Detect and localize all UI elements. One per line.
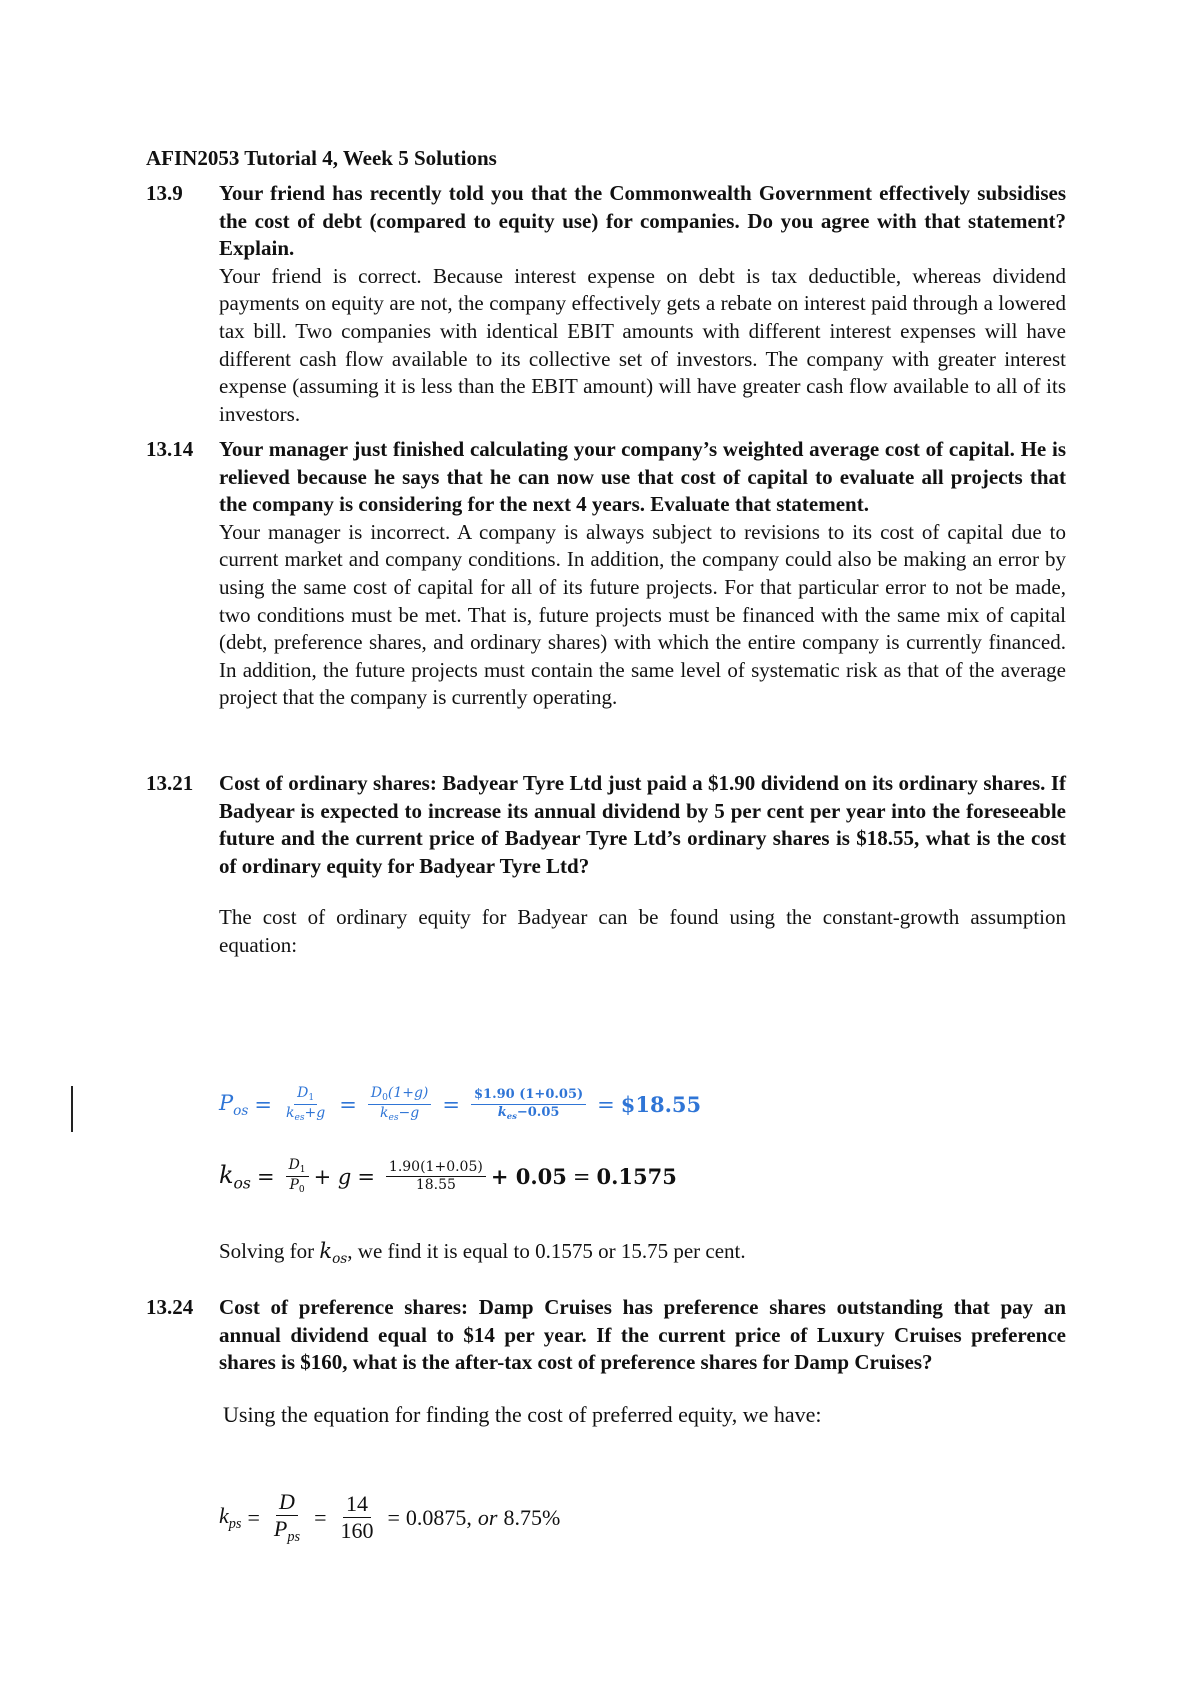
eq1-result: $18.55 (620, 1092, 702, 1118)
eq2-fraction-2: $\frac{1.90(1+0.05)}{18.55}$ (386, 1160, 486, 1194)
answer-text: Your manager is incorrect. A company is always subject to revisions to its cost of capital due to current market and company conditions. In addition, the company could also be making an error by using the same cost of capital for all of its future projects. For that particular error to not be made, two conditions must be met. That is, future projects must be financed with the same mix of capital (debt, preference shares, and ordinary shares) with which the entire company is currently financed. In addition, the future projects must contain the same level of systematic risk as that of the average project that the company is currently operating. (219, 519, 1066, 710)
eq2-plus-rate: + 0.05 (490, 1164, 567, 1190)
eq1-lhs: $P_{os}$ (219, 1090, 249, 1119)
eq3-percent: 8.75% (503, 1504, 561, 1530)
question-number: 13.14 (146, 437, 194, 461)
eq1-fraction-3: $\frac{\$1.90 (1+0.05)}{k_{es}-0.05}$ (471, 1088, 586, 1121)
answer-text: The cost of ordinary equity for Badyear can be found using the constant-growth assumption equation: (219, 905, 1066, 957)
eq3-fraction-1: $\frac{D}{P_{ps}}$ (273, 1489, 301, 1546)
eq2-result: 0.1575 (596, 1164, 677, 1190)
question-13-24 (146, 1294, 1066, 1428)
question-13-9 (146, 180, 1066, 428)
eq2-fraction-1: $\frac{D_1}{P_0}$ (286, 1158, 309, 1195)
equation-cost-ordinary-equity: $k_{os}$ = $\frac{D_1}{P_0}$ + g = $\frac{1.90(1+0.05)}{18.55}$ + 0.05 = 0.1575 (219, 1157, 677, 1196)
eq1-fraction-2: $\frac{D_0(1+g)}{k_{es}-g}$ (368, 1086, 432, 1123)
change-bar (71, 1086, 73, 1132)
equation-cost-preference-shares: $k_{ps}$ = $\frac{D}{P_{ps}}$ = $\frac{14}{160}$ = 0.0875, or 8.75% (219, 1489, 561, 1546)
eq3-lhs: $k_{ps}$ (219, 1502, 242, 1532)
eq2-plus-g: + g (313, 1164, 352, 1189)
question-number: 13.24 (146, 1295, 194, 1319)
question-text: Cost of ordinary shares: Badyear Tyre Ltd just paid a $1.90 dividend on its ordinary shares. If Badyear is expected to increase its annual dividend by 5 per cent per year into the foreseeable future and the current price of Badyear Tyre Ltd’s ordinary shares is $18.55, what is the cost of ordinary equity for Badyear Tyre Ltd? (219, 771, 1066, 878)
equation-price-ordinary-shares: $P_{os}$ = $\frac{D_1}{k_{es}+g}$ = $\frac{D_0(1+g)}{k_{es}-g}$ = $\frac{\$1.90 (1+0.05)}{k_{es}-0.05}$ = $18.55 (219, 1085, 702, 1124)
question-text: Your friend has recently told you that the Commonwealth Government effectively subsidises the cost of debt (compared to equity use) for companies. Do you agree with that statement? Explain. (219, 181, 1066, 261)
eq1-fraction-1: $\frac{D_1}{k_{es}+g}$ (285, 1085, 326, 1124)
question-13-21 (146, 770, 1066, 960)
eq3-fraction-2: $\frac{14}{160}$ (340, 1491, 374, 1544)
answer-text: Using the equation for finding the cost of preferred equity, we have: (223, 1401, 822, 1427)
question-number: 13.9 (146, 181, 183, 205)
answer-text: Your friend is correct. Because interest expense on debt is tax deductible, whereas dividend payments on equity are not, the company effectively gets a rebate on interest paid through a lowered tax bill. Two companies with identical EBIT amounts with different interest expenses will have different cash flow available to its collective set of investors. The company with greater interest expense (assuming it is less than the EBIT amount) will have greater cash flow available to all of its investors. (219, 263, 1066, 426)
eq3-or: or (477, 1504, 498, 1530)
question-text: Cost of preference shares: Damp Cruises has preference shares outstanding that pay an annual dividend equal to $14 per year. If the current price of Luxury Cruises preference shares is $160, what is the after-tax cost of preference shares for Damp Cruises? (219, 1295, 1066, 1375)
document-title: AFIN2053 Tutorial 4, Week 5 Solutions (146, 146, 497, 170)
question-text: Your manager just finished calculating your company’s weighted average cost of capital. He is relieved because he says that he can now use that cost of capital to evaluate all projects that the company is considering for the next 4 years. Evaluate that statement. (219, 437, 1066, 517)
conclusion-text: Solving for $k_{os}$, we find it is equal to 0.1575 or 15.75 per cent. (219, 1239, 746, 1267)
question-number: 13.21 (146, 771, 194, 795)
question-13-14 (146, 436, 1066, 712)
eq3-result: 0.0875, (405, 1504, 472, 1530)
eq2-lhs: $k_{os}$ (219, 1160, 251, 1193)
